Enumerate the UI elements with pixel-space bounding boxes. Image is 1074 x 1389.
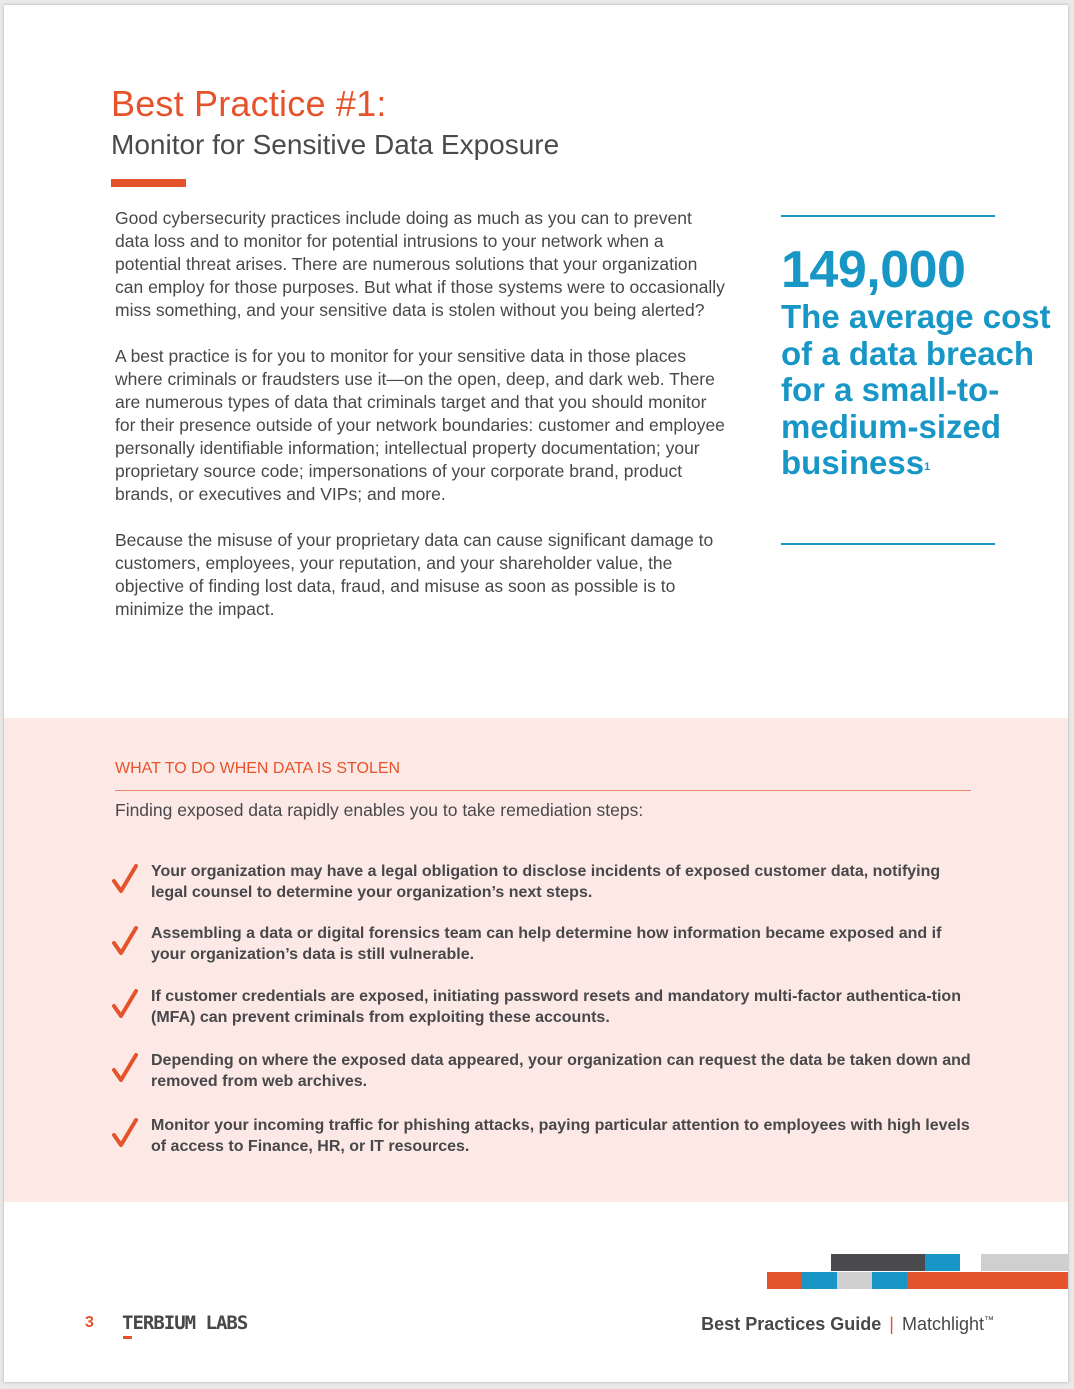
deco-block-blue [925, 1254, 960, 1271]
list-item [112, 923, 972, 965]
section-heading: WHAT TO DO WHEN DATA IS STOLEN [115, 760, 401, 777]
deco-block-gray [981, 1254, 1068, 1271]
page-title: Best Practice #1: [111, 83, 387, 124]
list-item-text: Your organization may have a legal obligation to disclose incidents of exposed customer data, notifying legal counsel to determine your organization’s next steps. [151, 863, 941, 901]
checkmark-icon [112, 926, 138, 956]
checkmark-icon [112, 1118, 138, 1148]
list-item-text: Depending on where the exposed data appeared, your organization can request the data be taken down and removed from web archives. [151, 1052, 971, 1090]
body-paragraph: Because the misuse of your proprietary data can cause significant damage to customers, employees, your reputation, and your shareholder value, the objective of finding lost data, fraud, and misuse as soon as possible is to minimize the impact. [115, 530, 714, 619]
remediation-panel [4, 718, 1068, 1202]
list-item-text: Monitor your incoming traffic for phishing attacks, paying particular attention to employees with high levels of access to Finance, HR, or IT resources. [151, 1117, 970, 1155]
footer-separator: | [889, 1314, 894, 1334]
deco-block-gray [837, 1272, 872, 1289]
deco-block-blue [872, 1272, 907, 1289]
deco-block-orange [907, 1272, 1068, 1289]
callout-top-rule [781, 215, 995, 217]
callout-number: 149,000 [781, 241, 966, 299]
guide-title: Best Practices Guide [701, 1314, 882, 1334]
list-item [112, 1115, 972, 1157]
title-divider [111, 179, 186, 187]
deco-block-dark [831, 1254, 925, 1271]
list-item-text: Assembling a data or digital forensics team can help determine how information became exposed and if your organization’s data is still vulnerable. [151, 925, 942, 963]
checkmark-icon [112, 1053, 138, 1083]
page-number: 3 [85, 1314, 94, 1331]
list-item-text: If customer credentials are exposed, initiating password resets and mandatory multi-factor authentica-tion (MFA) can prevent criminals from exploiting these accounts. [151, 988, 961, 1026]
checkmark-icon [112, 864, 138, 894]
company-logo: TERBIUM LABS [122, 1312, 248, 1334]
product-name: Matchlight [901, 1314, 984, 1334]
checkmark-icon [112, 989, 138, 1019]
deco-block-orange [767, 1272, 802, 1289]
body-paragraph: Good cybersecurity practices include doing as much as you can to prevent data loss and to monitor for potential intrusions to your network when a potential threat arises. There are numerous solutions that your organization can employ for those purposes. But what if those systems were to occasionally miss something, and your sensitive data is stolen without you being alerted? [115, 208, 725, 320]
deco-block-blue [802, 1272, 837, 1289]
body-paragraph: A best practice is for you to monitor for your sensitive data in those places where criminals or fraudsters use it—on the open, deep, and dark web. There are numerous types of data that criminals target and that you should monitor for their presence outside of your network boundaries: customer and employee personally identifiable information; intellectual property documentation; your proprietary source code; impersonations of your corporate brand, product brands, or executives and VIPs; and more. [115, 346, 725, 504]
footer-guide [701, 1314, 994, 1335]
logo-accent [123, 1336, 132, 1339]
section-divider [115, 790, 971, 791]
callout-bottom-rule [781, 543, 995, 545]
callout-caption: The average cost of a data breach for a small-to-medium-sized business [781, 298, 1051, 481]
trademark-symbol: ™ [984, 1315, 994, 1326]
document-page [4, 5, 1068, 1382]
list-item [112, 861, 972, 903]
list-item [112, 1050, 972, 1092]
list-item [112, 986, 972, 1028]
callout-text [781, 299, 1066, 482]
page-subtitle: Monitor for Sensitive Data Exposure [111, 129, 560, 160]
section-intro: Finding exposed data rapidly enables you to take remediation steps: [115, 800, 644, 820]
stat-callout [781, 241, 1066, 482]
callout-footnote: 1 [924, 461, 931, 473]
body-text [115, 207, 725, 644]
